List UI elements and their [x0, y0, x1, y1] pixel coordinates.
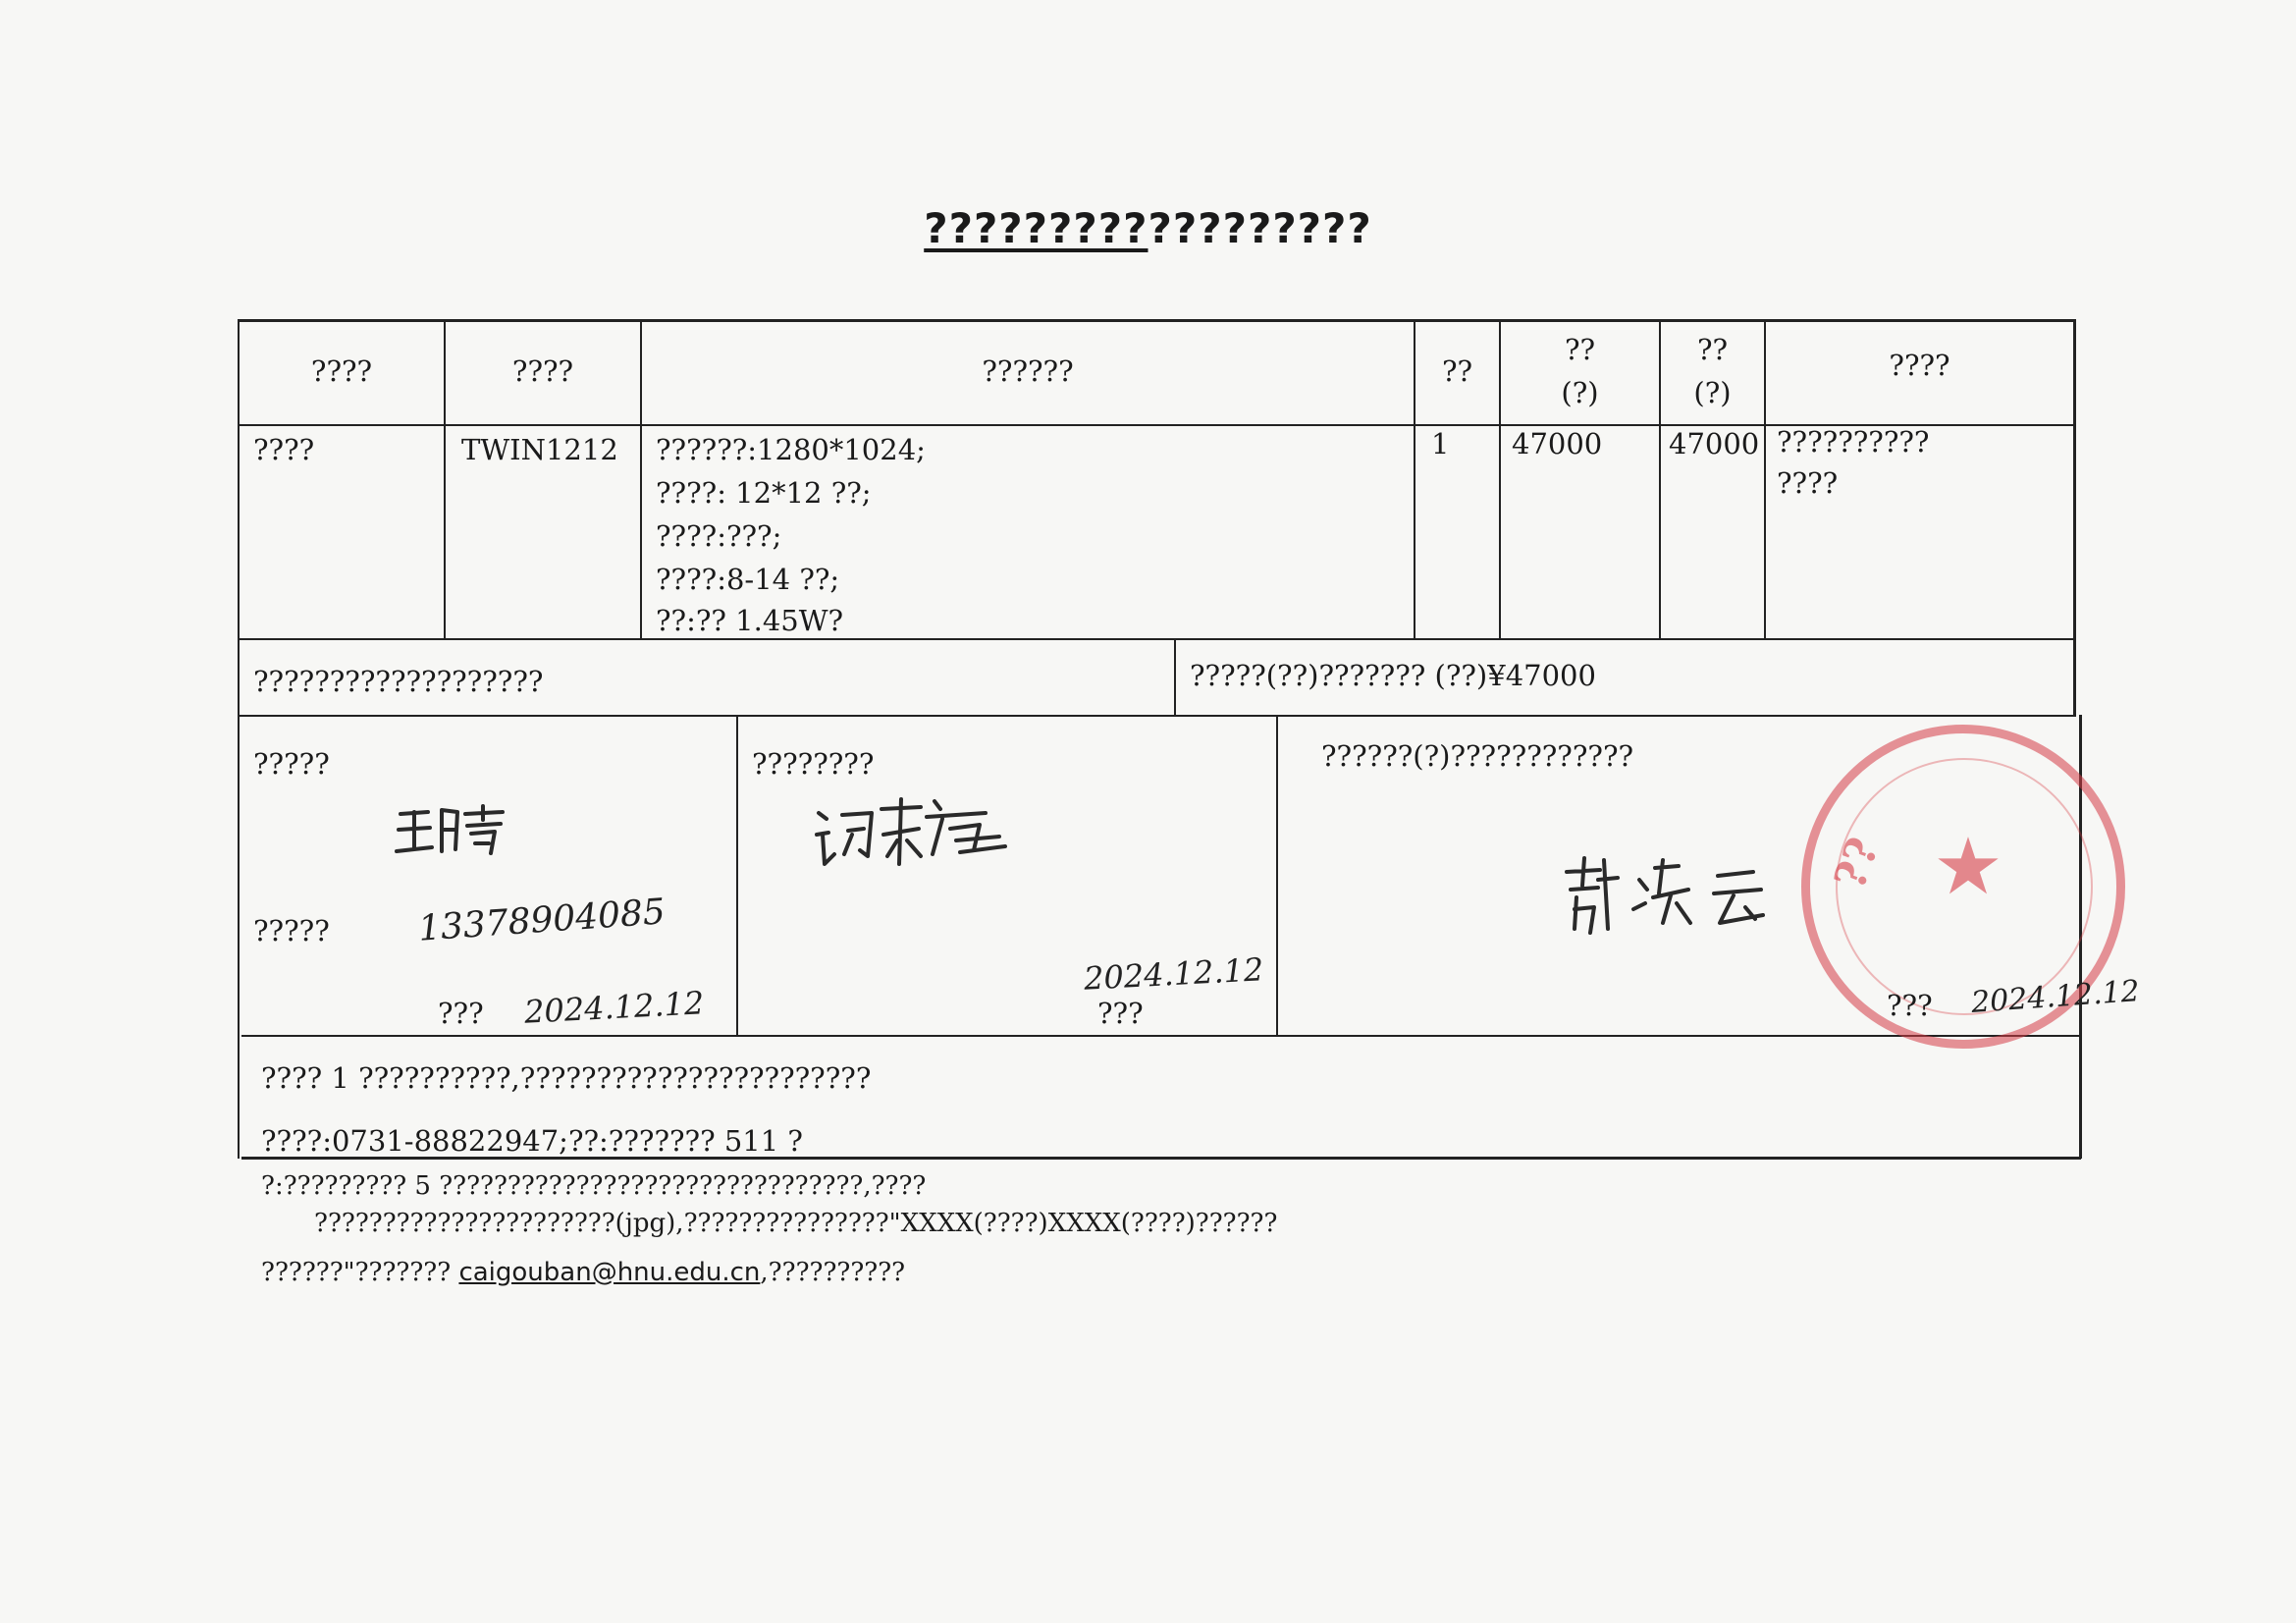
stamp-text: ?? — [1825, 831, 1890, 896]
header-model: ???? — [511, 354, 574, 388]
header-unit-price-unit: (?) — [1561, 376, 1599, 409]
header-quantity: ?? — [1441, 354, 1473, 388]
deal-amount: ?????(??)??????? (??)¥47000 — [1190, 659, 1596, 692]
row-tech-param-5: ??:?? 1.45W? — [656, 604, 844, 637]
row-product-name: ???? — [253, 433, 315, 466]
signature-bottom-border — [241, 1035, 2079, 1037]
table-right-border-top — [2073, 319, 2076, 717]
supplier-divider — [1174, 638, 1176, 717]
handler-label: ????? — [253, 747, 330, 781]
row-manufacturer-line2: ???? — [1777, 466, 1839, 500]
document-title — [0, 204, 2296, 252]
stamp-star-icon: ★ — [1933, 821, 2003, 912]
leader-signature — [1561, 850, 1777, 939]
header-tech-params: ?????? — [982, 354, 1074, 388]
row-tech-param-3: ????:???; — [656, 519, 782, 553]
leader-date-label: ??? — [1887, 989, 1933, 1022]
project-lead-date: 2024.12.12 — [1083, 950, 1265, 998]
row-tech-param-2: ????: 12*12 ??; — [656, 476, 872, 510]
row-tech-param-4: ????:8-14 ??; — [656, 563, 840, 596]
header-manufacturer: ???? — [1889, 349, 1950, 382]
publicity-period: ???? 1 ??????????,??????????????????????? — [261, 1061, 872, 1095]
supplier-value: ?????????????? — [329, 665, 544, 698]
table-top-border — [238, 319, 2073, 322]
row-manufacturer-line1: ?????????? — [1777, 425, 1930, 459]
supplier-label: ????? — [253, 665, 330, 698]
table-left-border — [238, 319, 240, 1159]
signature-divider-2 — [1276, 715, 1278, 1037]
project-lead-date-label: ??? — [1097, 997, 1144, 1030]
handler-date-label: ??? — [438, 997, 484, 1030]
email-link[interactable]: caigouban@hnu.edu.cn — [458, 1258, 761, 1287]
supplier-bottom-border — [238, 715, 2073, 717]
handler-signature — [393, 800, 510, 859]
row-tech-param-1: ??????:1280*1024; — [656, 433, 926, 466]
note-2-suffix: ,?????????? — [760, 1258, 906, 1287]
note-2: ??????????????????????(jpg),???????????????"XXXX(????)XXXX(????)?????? — [314, 1209, 1278, 1238]
row-unit-price: 47000 — [1512, 427, 1603, 460]
note-2-line-2-prefix: ??????"??????? — [261, 1258, 459, 1287]
handler-date: 2024.12.12 — [523, 984, 706, 1031]
header-amount-unit: (?) — [1693, 376, 1732, 409]
leader-label: ??????(?)???????????? — [1321, 739, 1634, 773]
row-amount: 47000 — [1669, 427, 1760, 460]
header-amount: ?? — [1696, 333, 1729, 366]
note-1: ?:????????? 5 ???????????????????????????????,???? — [261, 1171, 927, 1201]
contact-label: ????? — [253, 914, 330, 947]
title-underlined-part: ????????? — [924, 204, 1148, 252]
header-unit-price: ?? — [1564, 333, 1596, 366]
signature-divider-1 — [736, 715, 738, 1037]
project-lead-label: ???????? — [752, 747, 875, 781]
note-2-line-2 — [261, 1251, 905, 1294]
leader-date: 2024.12.12 — [1969, 974, 2141, 1020]
title-rest-part: ????????? — [1148, 204, 1372, 252]
row-quantity: 1 — [1431, 427, 1450, 460]
row-bottom-border — [238, 638, 2073, 640]
row-model: TWIN1212 — [461, 433, 618, 466]
project-lead-signature — [813, 795, 1009, 874]
header-product-name: ???? — [310, 354, 373, 388]
contact-value: 13378904085 — [416, 892, 667, 949]
supplier-field — [253, 660, 543, 703]
publicity-contact: ????:0731-88822947;??:??????? 511 ? — [261, 1124, 803, 1158]
